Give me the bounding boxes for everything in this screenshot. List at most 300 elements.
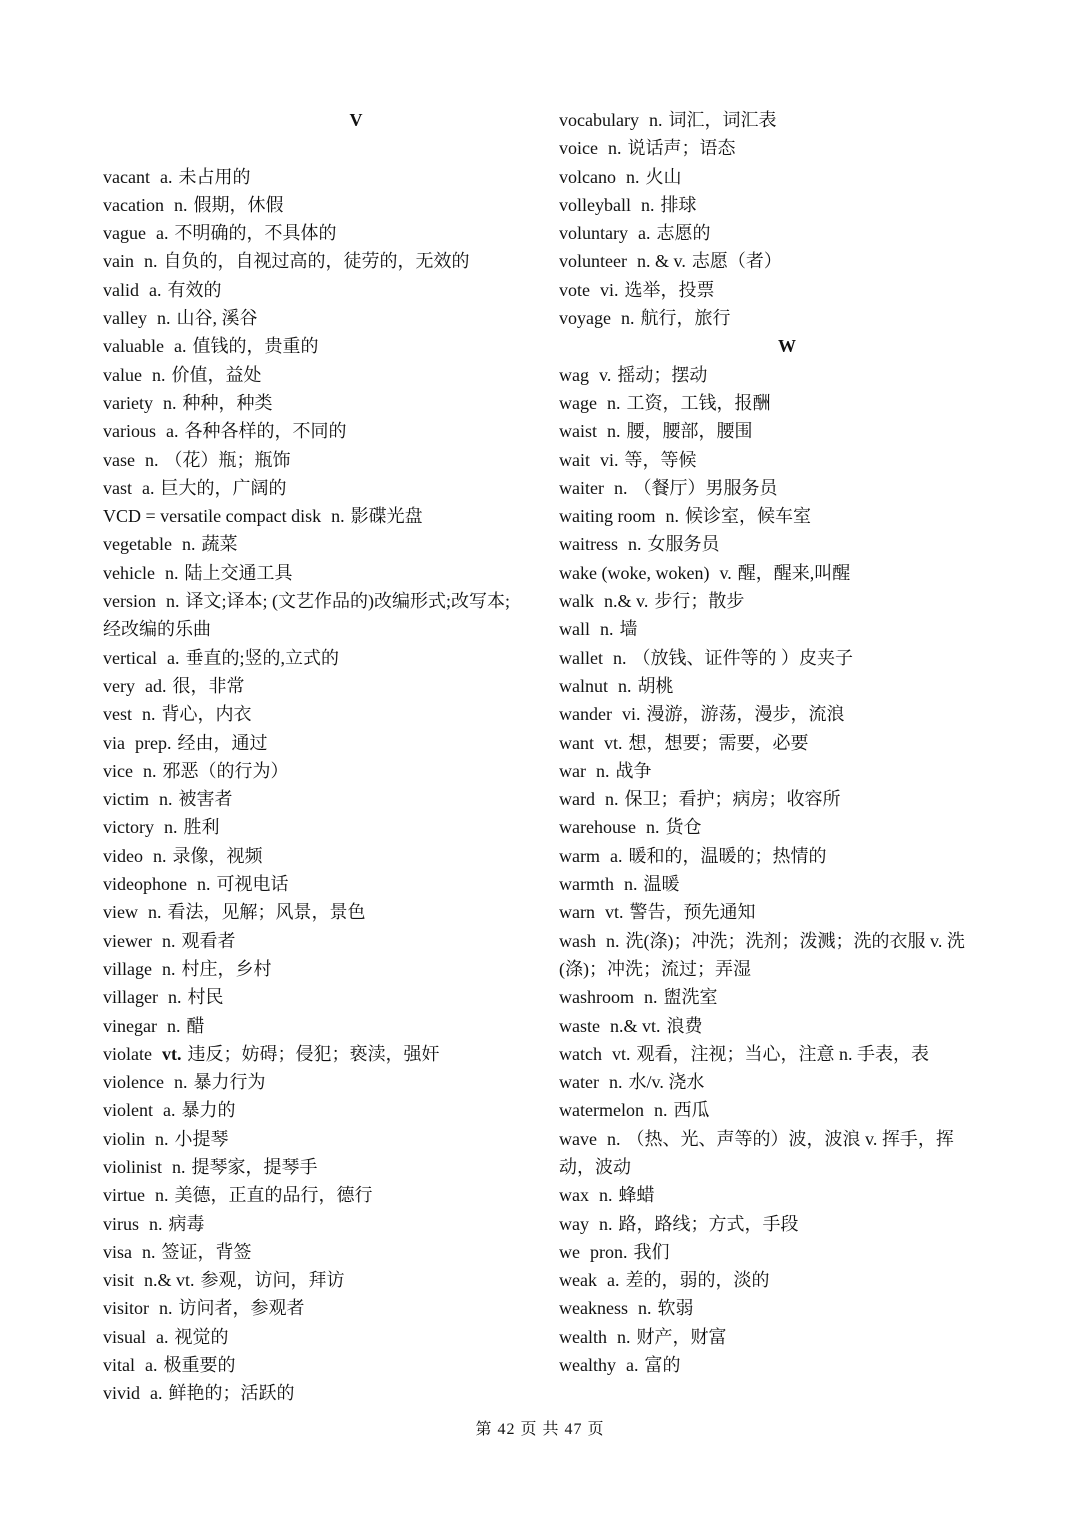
part-of-speech: n. (159, 1298, 173, 1319)
vocab-word: vase (103, 449, 135, 470)
definition: 自负的，自视过高的，徒劳的，无效的 (163, 251, 470, 272)
vocab-word: village (103, 958, 152, 979)
part-of-speech: n. (149, 1213, 163, 1234)
vocab-entry (559, 700, 979, 728)
right-entry-list-v (559, 106, 979, 332)
part-of-speech: n. (645, 817, 660, 838)
definition: 陆上交通工具 (184, 562, 293, 583)
vocab-entry (559, 417, 979, 445)
part-of-speech: pron. (590, 1241, 628, 1262)
definition: 很，非常 (172, 675, 245, 696)
vocab-entry (103, 1294, 513, 1322)
vocab-entry (559, 842, 979, 870)
definition: 值钱的，贵重的 (192, 336, 319, 357)
vocab-entry (559, 1125, 979, 1182)
vocab-entry (103, 332, 513, 360)
vocab-word: vehicle (103, 562, 155, 583)
vocab-word: viewer (103, 930, 152, 951)
vocab-entry (559, 530, 979, 558)
vocab-entry (103, 955, 513, 983)
vocab-entry (103, 672, 513, 700)
vocab-entry (103, 587, 513, 644)
part-of-speech: a. (166, 421, 179, 442)
vocab-entry (103, 1238, 513, 1266)
vocab-entry (559, 927, 979, 984)
definition: 看法，见解；风景，景色 (167, 902, 366, 923)
vocab-word: video (103, 845, 143, 866)
vocab-entry (103, 1351, 513, 1379)
part-of-speech: n. (164, 562, 179, 583)
definition: 译文;译本; (文艺作品的)改编形式;改写本;经改编的乐曲 (103, 591, 510, 640)
vocab-word: violinist (103, 1156, 163, 1177)
definition: 小提琴 (174, 1128, 229, 1149)
part-of-speech: a. (149, 279, 162, 300)
section-heading-v: V (349, 110, 363, 130)
vocab-word: vivid (103, 1383, 141, 1404)
vocab-entry (103, 1210, 513, 1238)
vocab-word: vinegar (103, 1015, 157, 1036)
definition: 警告，预先通知 (629, 902, 756, 923)
definition: 极重要的 (163, 1355, 236, 1376)
vocab-entry (103, 361, 513, 389)
definition: （餐厅）男服务员 (633, 477, 778, 498)
vocab-word: via (103, 732, 125, 753)
part-of-speech: vi. (621, 704, 641, 725)
part-of-speech: a. (145, 1355, 158, 1376)
vocab-entry (559, 247, 979, 275)
vocab-word: virus (103, 1213, 139, 1234)
part-of-speech: a. (625, 1355, 639, 1376)
vocab-word: voyage (559, 308, 611, 329)
part-of-speech: n. & v. (636, 251, 686, 272)
definition: 提琴家，提琴手 (191, 1156, 318, 1177)
vocab-entry (559, 1096, 979, 1124)
part-of-speech: a. (638, 223, 651, 244)
vocab-entry (103, 700, 513, 728)
definition: 邪恶（的行为） (162, 760, 289, 781)
definition: 违反；妨碍；侵犯；亵渎，强奸 (187, 1043, 440, 1064)
part-of-speech: n. (599, 1185, 613, 1206)
part-of-speech: n. (142, 704, 156, 725)
section-heading-w: W (778, 336, 796, 357)
part-of-speech: n. (625, 166, 640, 187)
vocab-word: vocabulary (559, 110, 639, 130)
vocab-word: warn (559, 902, 595, 923)
vocab-word: violence (103, 1072, 164, 1093)
vocab-word: victim (103, 789, 149, 810)
part-of-speech: a. (142, 477, 155, 498)
vocab-entry (559, 559, 979, 587)
definition: （放钱、证件等的 ）皮夹子 (632, 647, 853, 668)
part-of-speech: n. (166, 591, 180, 612)
part-of-speech: n. (166, 1015, 181, 1036)
vocab-entry (559, 644, 979, 672)
vocab-entry (559, 672, 979, 700)
vocab-entry (559, 219, 979, 247)
definition: 签证，背签 (161, 1241, 252, 1262)
vocab-word: wage (559, 392, 597, 413)
part-of-speech: n. (599, 1213, 613, 1234)
definition: 选举，投票 (624, 279, 715, 300)
part-of-speech: n. (606, 392, 621, 413)
vocab-word: war (559, 760, 586, 781)
definition: 病毒 (168, 1213, 205, 1234)
vocab-entry (559, 1181, 979, 1209)
definition: 录像，视频 (172, 845, 263, 866)
part-of-speech: v. (719, 562, 732, 583)
definition: 排球 (660, 194, 697, 215)
vocab-entry (103, 417, 513, 445)
vocab-entry (103, 1153, 513, 1181)
definition: 洗(涤)；冲洗；洗剂；泼溅；洗的衣服 v. 洗(涤)；冲洗；流过；弄湿 (559, 930, 965, 979)
vocab-entry (103, 1040, 513, 1068)
vocab-entry (559, 1210, 979, 1238)
vocab-entry (103, 276, 513, 304)
heading-spacer (103, 134, 513, 162)
part-of-speech: n. (640, 194, 655, 215)
definition: 财产，财富 (636, 1326, 727, 1347)
part-of-speech: n. (155, 1128, 169, 1149)
vocab-entry (559, 785, 979, 813)
definition: 保卫；看护；病房；收容所 (624, 789, 841, 810)
vocab-entry (103, 1125, 513, 1153)
definition: 村民 (187, 987, 224, 1008)
vocab-word: VCD = versatile compact disk (103, 506, 322, 527)
vocab-word: very (103, 675, 135, 696)
part-of-speech: vt. (611, 1043, 631, 1064)
page-footer: 第 42 页 共 47 页 (475, 1421, 605, 1438)
definition: 视觉的 (174, 1326, 229, 1347)
vocab-entry (103, 219, 513, 247)
vocab-entry (103, 389, 513, 417)
vocab-entry (559, 615, 979, 643)
definition: 温暖 (643, 874, 680, 895)
part-of-speech: n. (151, 364, 166, 385)
vocab-entry (559, 163, 979, 191)
definition: 想，想要；需要，必要 (628, 732, 809, 753)
vocab-entry (559, 361, 979, 389)
vocab-word: valley (103, 308, 147, 329)
vocab-entry (559, 191, 979, 219)
part-of-speech: n. (144, 251, 158, 272)
vocab-word: wash (559, 930, 596, 951)
vocab-entry (103, 446, 513, 474)
part-of-speech: n. (156, 308, 171, 329)
vocab-entry (559, 813, 979, 841)
definition: 可视电话 (216, 874, 289, 895)
vocab-word: watch (559, 1043, 602, 1064)
vocab-entry (103, 163, 513, 191)
vocab-entry (103, 898, 513, 926)
vocab-word: voluntary (559, 223, 628, 244)
vocab-word: way (559, 1213, 589, 1234)
vocab-entry (559, 1040, 979, 1068)
part-of-speech: n. (648, 110, 663, 130)
definition: 美德，正直的品行，德行 (174, 1185, 373, 1206)
vocab-entry (103, 502, 513, 530)
vocab-word: watermelon (559, 1100, 644, 1121)
definition: 访问者，参观者 (178, 1298, 305, 1319)
definition: 经由，通过 (177, 732, 268, 753)
vocab-word: waiter (559, 477, 604, 498)
definition: 山谷, 溪谷 (176, 308, 258, 329)
vocab-word: walnut (559, 675, 608, 696)
vocab-entry (559, 1238, 979, 1266)
vocab-word: volunteer (559, 251, 627, 272)
vocab-entry (559, 1323, 979, 1351)
definition: 工资，工钱，报酬 (626, 392, 771, 413)
vocab-entry (103, 927, 513, 955)
vocab-word: vest (103, 704, 132, 725)
part-of-speech: a. (155, 223, 169, 244)
definition: 胜利 (183, 817, 220, 838)
vocab-word: visual (103, 1326, 146, 1347)
part-of-speech: vt. (604, 732, 623, 753)
part-of-speech: a. (159, 166, 173, 187)
part-of-speech: n. (144, 449, 159, 470)
vocab-word: victory (103, 817, 154, 838)
vocab-entry (559, 729, 979, 757)
part-of-speech: n. (161, 958, 176, 979)
definition: 富的 (644, 1355, 681, 1376)
part-of-speech: n. (653, 1100, 668, 1121)
vocab-word: water (559, 1072, 599, 1093)
part-of-speech: a. (156, 1326, 169, 1347)
part-of-speech: a. (163, 1100, 176, 1121)
vocab-entry (559, 106, 979, 134)
vocab-word: walk (559, 591, 594, 612)
definition: 暴力行为 (193, 1072, 266, 1093)
vocab-entry (103, 1323, 513, 1351)
vocab-entry (559, 1351, 979, 1379)
definition: 被害者 (178, 789, 233, 810)
part-of-speech: a. (609, 845, 623, 866)
vocab-word: vegetable (103, 534, 172, 555)
part-of-speech: n. (161, 930, 176, 951)
vocab-entry (559, 1266, 979, 1294)
vocab-entry (103, 1379, 513, 1407)
vocab-word: view (103, 902, 138, 923)
part-of-speech: vi. (600, 449, 619, 470)
definition: 巨大的，广阔的 (160, 477, 287, 498)
vocab-word: wait (559, 449, 590, 470)
vocab-word: violate (103, 1043, 152, 1064)
vocab-entry (559, 757, 979, 785)
definition: 摇动；摆动 (617, 364, 708, 385)
definition: 志愿的 (656, 223, 711, 244)
vocab-word: valuable (103, 336, 164, 357)
part-of-speech: n. (155, 1185, 169, 1206)
part-of-speech: n. (604, 789, 619, 810)
definition: 参观，访问，拜访 (200, 1270, 345, 1291)
definition: 腰，腰部，腰围 (626, 421, 753, 442)
part-of-speech: n. (608, 1072, 623, 1093)
vocab-word: vice (103, 760, 133, 781)
vocab-word: violent (103, 1100, 153, 1121)
part-of-speech: vi. (600, 279, 619, 300)
part-of-speech: n. (623, 874, 638, 895)
vocab-word: weak (559, 1270, 597, 1291)
part-of-speech: n. (331, 506, 345, 527)
definition: 词汇，词汇表 (668, 110, 777, 130)
definition: 航行，旅行 (640, 308, 731, 329)
vocab-word: wealth (559, 1326, 607, 1347)
part-of-speech: a. (173, 336, 187, 357)
definition: 志愿（者） (691, 251, 782, 272)
part-of-speech: n. (167, 987, 182, 1008)
part-of-speech: n. (181, 534, 196, 555)
vocab-entry (103, 813, 513, 841)
part-of-speech: n. (627, 534, 642, 555)
part-of-speech: v. (599, 364, 612, 385)
vocab-entry (103, 644, 513, 672)
definition: 观看，注视；当心，注意 n. 手表，表 (636, 1043, 929, 1064)
vocab-word: vote (559, 279, 590, 300)
vocab-entry (103, 1068, 513, 1096)
vocab-word: wave (559, 1128, 597, 1149)
vocab-word: volleyball (559, 194, 631, 215)
vocab-word: waitress (559, 534, 618, 555)
right-column (559, 106, 979, 1379)
vocab-word: wander (559, 704, 612, 725)
definition: 墙 (619, 619, 638, 640)
part-of-speech: n. (173, 1072, 188, 1093)
part-of-speech: n. (172, 1156, 186, 1177)
part-of-speech: n. (196, 874, 211, 895)
vocab-entry (103, 530, 513, 558)
definition: 各种各样的，不同的 (184, 421, 347, 442)
part-of-speech: n. (159, 789, 173, 810)
vocab-word: virtue (103, 1185, 145, 1206)
vocab-entry (103, 757, 513, 785)
vocab-word: variety (103, 392, 153, 413)
definition: 女服务员 (647, 534, 720, 555)
part-of-speech: ad. (144, 675, 167, 696)
vocab-entry (103, 1266, 513, 1294)
part-of-speech: n. (595, 760, 610, 781)
definition: 火山 (645, 166, 682, 187)
definition: 村庄，乡村 (181, 958, 272, 979)
definition: 蜂蜡 (618, 1185, 655, 1206)
definition: （热、光、声等的）波，波浪 v. 挥手，挥动，波动 (559, 1128, 954, 1177)
definition: 浪费 (666, 1015, 703, 1036)
vocab-word: wall (559, 619, 590, 640)
vocab-entry (103, 1096, 513, 1124)
vocab-word: ward (559, 789, 595, 810)
vocab-word: volcano (559, 166, 616, 187)
vocab-word: vague (103, 223, 146, 244)
definition: 战争 (615, 760, 652, 781)
definition: 漫游，游荡，漫步，流浪 (646, 704, 845, 725)
part-of-speech: n. (607, 138, 622, 159)
vocab-word: violin (103, 1128, 146, 1149)
vocab-word: waiting room (559, 506, 656, 527)
vocab-entry (559, 898, 979, 926)
definition: 暖和的，温暖的；热情的 (628, 845, 827, 866)
vocab-word: voice (559, 138, 598, 159)
vocab-word: visa (103, 1241, 132, 1262)
vocab-word: wake (woke, woken) (559, 562, 710, 583)
vocab-entry (103, 983, 513, 1011)
vocab-word: vacant (103, 166, 150, 187)
definition: 价值，益处 (171, 364, 262, 385)
vocab-word: want (559, 732, 594, 753)
definition: 未占用的 (178, 166, 251, 187)
part-of-speech: n. (637, 1298, 652, 1319)
part-of-speech: n. (620, 308, 635, 329)
definition: 我们 (633, 1241, 670, 1262)
right-entry-list-w (559, 361, 979, 1380)
part-of-speech: n. (616, 1326, 631, 1347)
part-of-speech: a. (606, 1270, 620, 1291)
definition: 货仓 (665, 817, 702, 838)
vocab-word: wealthy (559, 1355, 616, 1376)
vocab-entry (103, 729, 513, 757)
definition: 候诊室，候车室 (685, 506, 811, 527)
definition: 观看者 (181, 930, 236, 951)
vocab-word: wax (559, 1185, 589, 1206)
part-of-speech: a. (150, 1383, 163, 1404)
part-of-speech: n. (162, 392, 177, 413)
vocab-entry (103, 785, 513, 813)
vocab-entry (559, 1294, 979, 1322)
vocab-entry (103, 870, 513, 898)
vocab-word: valid (103, 279, 139, 300)
definition: 假期，休假 (193, 194, 284, 215)
definition: 说话声；语态 (627, 138, 736, 159)
vocab-entry (103, 247, 513, 275)
definition: 垂直的;竖的,立式的 (185, 647, 339, 668)
part-of-speech: n. (600, 619, 614, 640)
vocab-word: washroom (559, 987, 634, 1008)
part-of-speech: n. (644, 987, 658, 1008)
part-of-speech: n. (606, 930, 620, 951)
vocab-entry (103, 191, 513, 219)
definition: 暴力的 (181, 1100, 236, 1121)
part-of-speech: n. (618, 675, 632, 696)
vocab-word: various (103, 421, 156, 442)
vocab-entry (559, 446, 979, 474)
part-of-speech: n. (164, 817, 178, 838)
part-of-speech: n. (142, 760, 157, 781)
definition: 盥洗室 (663, 987, 718, 1008)
part-of-speech: n.& vt. (609, 1015, 661, 1036)
vocab-entry (559, 587, 979, 615)
part-of-speech: n. (607, 421, 621, 442)
vocab-entry (559, 870, 979, 898)
vocab-word: visitor (103, 1298, 150, 1319)
part-of-speech: n. (613, 477, 628, 498)
vocab-entry (103, 304, 513, 332)
vocab-entry (559, 276, 979, 304)
vocab-word: waist (559, 421, 597, 442)
definition: 水/v. 浇水 (628, 1072, 705, 1093)
definition: 不明确的，不具体的 (174, 223, 337, 244)
vocab-entry (103, 1012, 513, 1040)
vocab-word: weakness (559, 1298, 628, 1319)
vocab-word: version (103, 591, 156, 612)
definition: 影碟光盘 (350, 506, 423, 527)
vocab-entry (103, 842, 513, 870)
part-of-speech: n. (606, 1128, 621, 1149)
part-of-speech: n. (612, 647, 627, 668)
vocab-entry (559, 983, 979, 1011)
part-of-speech: n.& vt. (144, 1270, 195, 1291)
vocab-word: visit (103, 1270, 135, 1291)
vocab-entry (559, 389, 979, 417)
vocab-word: warmth (559, 874, 614, 895)
vocab-entry (559, 134, 979, 162)
